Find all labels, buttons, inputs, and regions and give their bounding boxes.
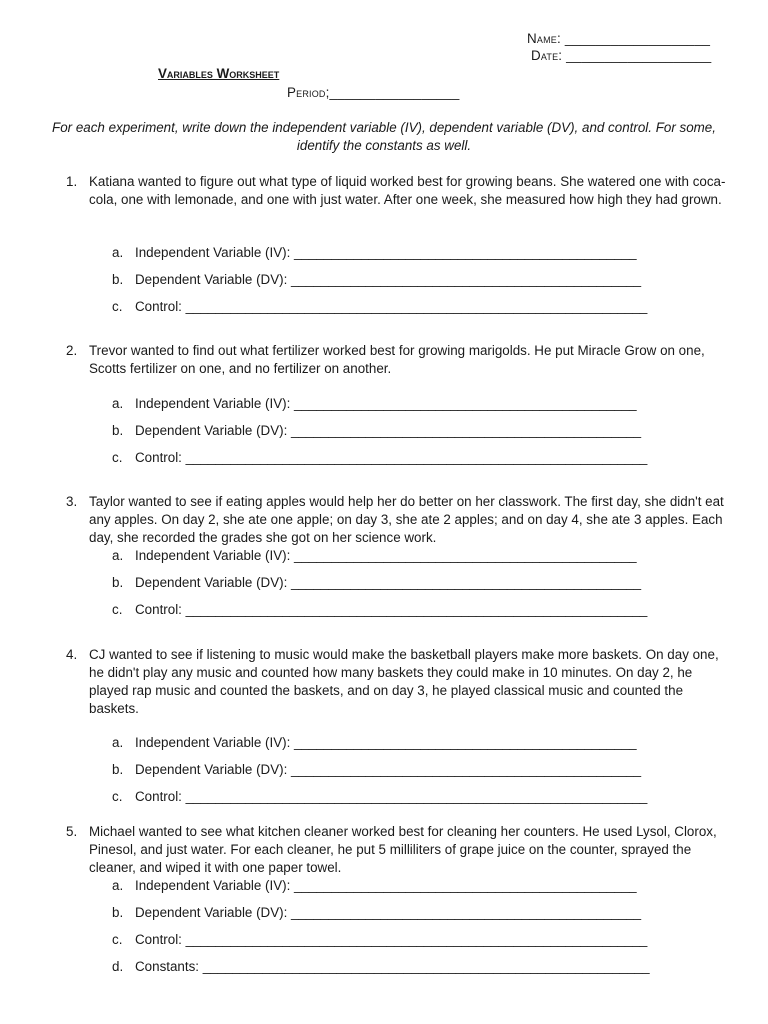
question-5	[66, 823, 726, 877]
answer-label: Dependent Variable (DV): _______________________________________________	[135, 272, 642, 287]
answer-line[interactable]	[112, 958, 650, 976]
answer-letter: c.	[112, 602, 123, 617]
question-3	[66, 493, 726, 547]
answer-line[interactable]	[112, 788, 647, 806]
period-field[interactable]: Period;_________________	[287, 85, 460, 100]
question-1	[66, 173, 726, 209]
answer-line[interactable]	[112, 244, 637, 262]
question-number: 3.	[66, 494, 78, 509]
answer-letter: b.	[112, 272, 124, 287]
answer-line[interactable]	[112, 904, 641, 922]
question-text: Taylor wanted to see if eating apples would help her do better on her classwork. The first day, she didn't eat any apples. On day 2, she ate one apple; on day 3, she ate 2 apples; and on day 4, she ate 3 apples. Each day, she recorded the grades she got on her science work.	[89, 494, 724, 545]
answer-line[interactable]	[112, 271, 641, 289]
question-4	[66, 646, 726, 718]
answer-label: Control: ______________________________________________________________	[135, 450, 648, 465]
question-number: 2.	[66, 343, 78, 358]
answer-line[interactable]	[112, 449, 647, 467]
answer-line[interactable]	[112, 761, 641, 779]
question-number: 5.	[66, 824, 78, 839]
answer-line[interactable]	[112, 574, 641, 592]
answer-line[interactable]	[112, 734, 637, 752]
question-text: Trevor wanted to find out what fertilizer worked best for growing marigolds. He put Miracle Grow on one, Scotts fertilizer on one, and no fertilizer on another.	[89, 343, 705, 376]
answer-label: Control: ______________________________________________________________	[135, 602, 648, 617]
answer-letter: b.	[112, 423, 124, 438]
answer-letter: b.	[112, 905, 124, 920]
answer-label: Control: ______________________________________________________________	[135, 789, 648, 804]
answer-letter: a.	[112, 548, 124, 563]
answer-letter: b.	[112, 575, 124, 590]
question-text: Michael wanted to see what kitchen cleaner worked best for cleaning her counters. He used Lysol, Clorox, Pinesol, and just water. For each cleaner, he put 5 milliliters of grape juice on the counter, sprayed the cleaner, and wiped it with one paper towel.	[89, 824, 717, 875]
answer-line[interactable]	[112, 422, 641, 440]
question-number: 1.	[66, 174, 78, 189]
instructions: For each experiment, write down the independent variable (IV), dependent variable (DV), and control. For some, identify the constants as well.	[52, 120, 716, 153]
answer-label: Control: ______________________________________________________________	[135, 299, 648, 314]
answer-label: Control: ______________________________________________________________	[135, 932, 648, 947]
answer-label: Dependent Variable (DV): _______________________________________________	[135, 423, 642, 438]
answer-label: Independent Variable (IV): ______________________________________________	[135, 878, 637, 893]
answer-label: Dependent Variable (DV): _______________________________________________	[135, 762, 642, 777]
answer-letter: c.	[112, 789, 123, 804]
answer-line[interactable]	[112, 395, 637, 413]
answer-letter: c.	[112, 299, 123, 314]
question-2	[66, 342, 726, 378]
question-number: 4.	[66, 647, 78, 662]
name-field[interactable]: Name: ___________________	[527, 31, 711, 46]
answer-letter: b.	[112, 762, 124, 777]
answer-label: Dependent Variable (DV): _______________________________________________	[135, 575, 642, 590]
answer-line[interactable]	[112, 601, 647, 619]
answer-letter: a.	[112, 878, 124, 893]
answer-line[interactable]	[112, 931, 647, 949]
answer-line[interactable]	[112, 547, 637, 565]
answer-label: Constants: ____________________________________________________________	[135, 959, 650, 974]
answer-label: Independent Variable (IV): ______________________________________________	[135, 245, 637, 260]
answer-letter: c.	[112, 932, 123, 947]
answer-line[interactable]	[112, 298, 647, 316]
answer-letter: c.	[112, 450, 123, 465]
answer-label: Independent Variable (IV): ______________________________________________	[135, 396, 637, 411]
date-field[interactable]: Date: ___________________	[531, 48, 712, 63]
answer-label: Independent Variable (IV): ______________________________________________	[135, 735, 637, 750]
answer-label: Independent Variable (IV): ______________________________________________	[135, 548, 637, 563]
answer-label: Dependent Variable (DV): _______________________________________________	[135, 905, 642, 920]
answer-letter: a.	[112, 245, 124, 260]
answer-letter: d.	[112, 959, 124, 974]
question-text: Katiana wanted to figure out what type of liquid worked best for growing beans. She watered one with coca-cola, one with lemonade, and one with just water. After one week, she measured how high they had grown.	[89, 174, 726, 207]
answer-letter: a.	[112, 396, 124, 411]
worksheet-title: Variables Worksheet	[158, 66, 280, 81]
answer-line[interactable]	[112, 877, 637, 895]
answer-letter: a.	[112, 735, 124, 750]
question-text: CJ wanted to see if listening to music would make the basketball players make more baskets. On day one, he didn't play any music and counted how many baskets they could make in 10 minutes. On day 2, he played rap music and counted the baskets, and on day 3, he played classical music and counted the baskets.	[89, 647, 719, 716]
